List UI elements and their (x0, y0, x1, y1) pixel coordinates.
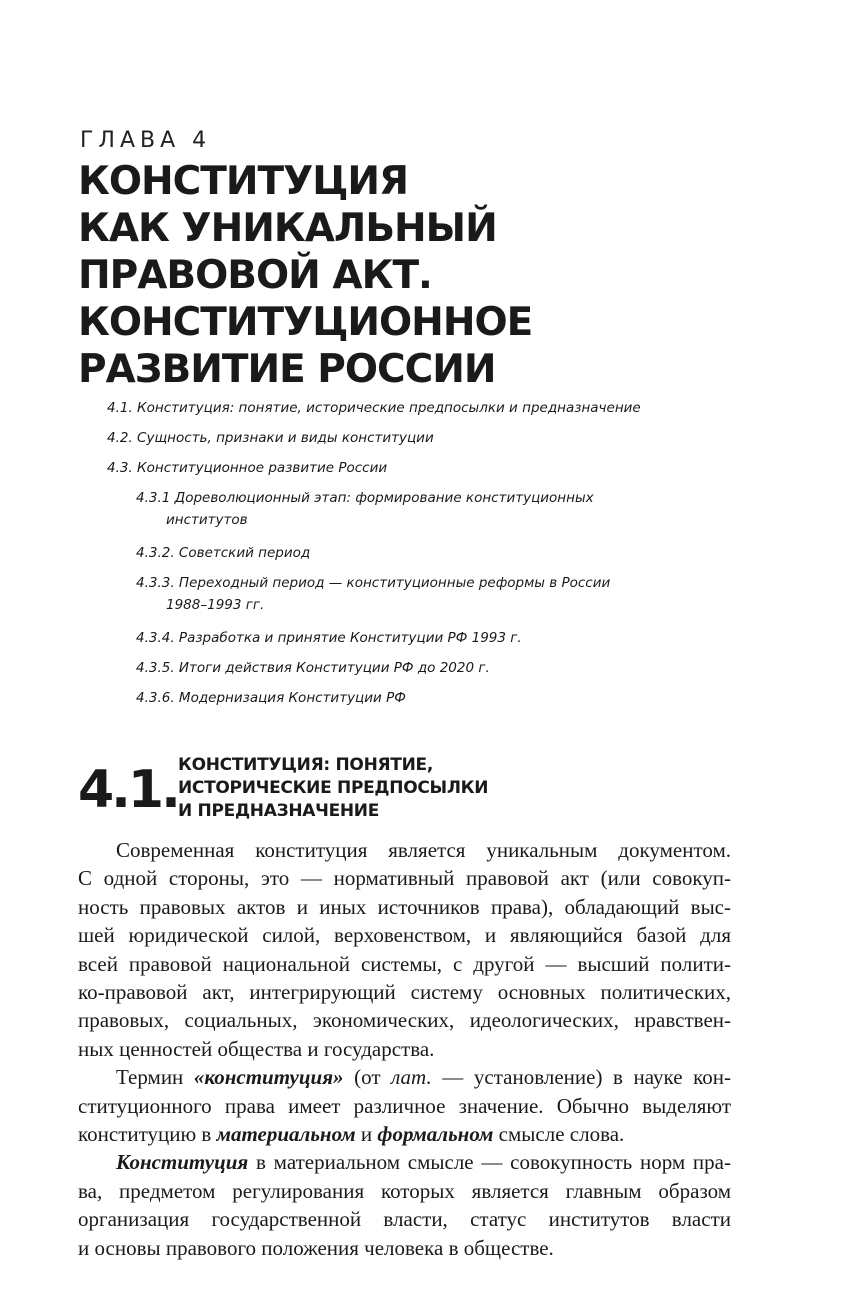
section-title-line: КОНСТИТУЦИЯ: ПОНЯТИЕ, (178, 755, 433, 775)
section-title-line: И ПРЕДНАЗНАЧЕНИЕ (178, 801, 380, 821)
chapter-title-line: РАЗВИТИЕ РОССИИ (78, 347, 496, 392)
chapter-title-line: ПРАВОВОЙ АКТ. (78, 253, 432, 298)
toc-item[interactable]: 4.3.5. Итоги действия Конституции РФ до 2020 г. (136, 660, 490, 676)
toc-item[interactable]: 4.3.2. Советский период (136, 545, 311, 561)
section-heading (78, 750, 778, 830)
toc-item[interactable]: 4.3.4. Разработка и принятие Конституции РФ 1993 г. (136, 630, 522, 646)
toc-item[interactable]: 4.3. Конституционное развитие России (107, 460, 388, 476)
toc-item[interactable]: 4.2. Сущность, признаки и виды конституции (107, 430, 434, 446)
section-title (178, 754, 488, 823)
section-number: 4.1. (78, 760, 178, 820)
paragraph: Современная конституция является уникальным документом. С одной стороны, это — нормативный правовой акт (или совокуп- ность правовых актов и иных источников права), обладающий выс- шей юридической силой, верховенством, и являющийся базой для всей правовой национальной системы, с другой — высший полити- ко-правовой акт, интегрирующий систему основных политических, правовых, социальных, экономических, идеологических, нравствен- ных ценностей общества и государства. (78, 838, 731, 1061)
chapter-title-line: КАК УНИКАЛЬНЫЙ (78, 206, 497, 251)
body-text (78, 836, 731, 1262)
toc-item[interactable]: 4.3.6. Модернизация Конституции РФ (136, 690, 406, 706)
toc-item[interactable]: 4.3.3. Переходный период — конституционные реформы в России 1988–1993 гг. (136, 575, 611, 613)
paragraph: Конституция в материальном смысле — совокупность норм пра- ва, предметом регулирования которых является главным образом организация государственной власти, статус институтов власти и основы правового положения человека в обществе. (78, 1150, 731, 1260)
section-title-line: ИСТОРИЧЕСКИЕ ПРЕДПОСЫЛКИ (178, 778, 489, 798)
paragraph: Термин «конституция» (от лат. — установление) в науке кон- ституционного права имеет различное значение. Обычно выделяют конституцию в материальном и формальном смысле слова. (78, 1065, 731, 1147)
toc-item[interactable]: 4.3.1 Дореволюционный этап: формирование конституционных институтов (136, 490, 594, 528)
chapter-title (78, 158, 778, 393)
toc-item[interactable]: 4.1. Конституция: понятие, исторические предпосылки и предназначение (107, 400, 641, 416)
chapter-title-line: КОНСТИТУЦИЯ (78, 159, 409, 204)
chapter-title-line: КОНСТИТУЦИОННОЕ (78, 300, 533, 345)
chapter-label: ГЛАВА 4 (80, 128, 212, 153)
term-konstitutsiya: «конституция» (193, 1065, 344, 1090)
